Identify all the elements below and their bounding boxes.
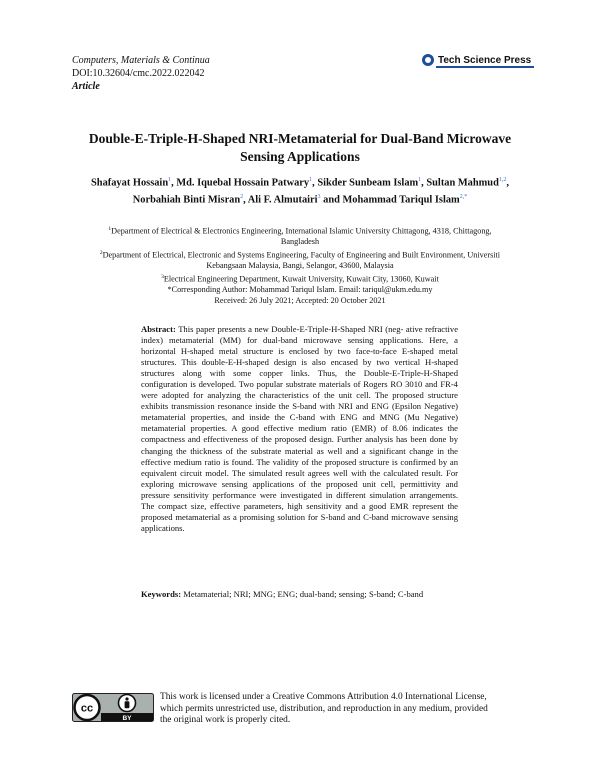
author-name: Md. Iquebal Hossain Patwary	[176, 177, 310, 189]
author-list	[72, 173, 528, 208]
doi[interactable]: DOI:10.32604/cmc.2022.022042	[72, 68, 205, 79]
author-line-1: Shafayat Hossain$^1$, Md. Iquebal Hossain Patwary$^1$, Sikder Sunbeam Islam$^1$, Sultan Mahmud$^{1,2}$,	[91, 177, 509, 189]
publisher-name: Tech Science Press	[438, 54, 532, 66]
title-line-2: Sensing Applications	[240, 149, 360, 164]
publisher-swoosh	[436, 66, 534, 68]
abstract	[141, 324, 458, 534]
affiliation-3: $^3$Electrical Engineering Department, Kuwait University, Kuwait City, 13060, Kuwait	[161, 273, 439, 284]
keywords	[141, 589, 458, 600]
author-affil-mark[interactable]: 1,2	[498, 177, 507, 183]
keywords-label: Keywords:	[141, 589, 182, 599]
title-line-1: Double-E-Triple-H-Shaped NRI-Metamaterial for Dual-Band Microwave	[88, 131, 512, 146]
author-name: Mohammad Tariqul Islam	[342, 194, 460, 206]
license-line-1: This work is licensed under a Creative Commons Attribution 4.0 International License,	[160, 692, 487, 702]
license-notice	[160, 692, 532, 727]
journal-name: Computers, Materials & Continua	[72, 55, 210, 66]
author-name: Shafayat Hossain	[91, 177, 169, 189]
affiliation-2-cont: Kebangsaan Malaysia, Bangi, Selangor, 43600, Malaysia	[206, 261, 394, 271]
author-name: Sultan Mahmud	[426, 177, 499, 189]
author-affil-mark[interactable]: 2,*	[459, 194, 468, 201]
creative-commons-badge[interactable]	[72, 693, 154, 722]
author-name: Norbahiah Binti Misran	[132, 194, 241, 206]
article-type: Article	[72, 81, 100, 92]
affiliation-2: $^2$Department of Electrical, Electronic and Systems Engineering, Faculty of Engineering and Built Environment, Universiti	[99, 249, 501, 260]
svg-text:cc: cc	[80, 702, 94, 715]
received-accepted-dates: Received: 26 July 2021; Accepted: 20 October 2021	[214, 295, 386, 305]
author-affil-mark[interactable]: 1	[168, 177, 172, 183]
author-affil-mark[interactable]: 3	[317, 194, 321, 201]
author-line-2: Norbahiah Binti Misran$^2$, Ali F. Almutairi$^3$ and Mohammad Tariqul Islam$^{2,*}$	[132, 194, 468, 206]
abstract-text: This paper presents a new Double-E-Triple-H-Shaped NRI (neg- ative refractive index) metamaterial (MM) for dual-band microwave sensing applications. Here, a horizontal H-shaped metal structure is enclosed by two face-to-face E-shaped metal structures. This double-E-H-shaped design is also encased by two vertical H-shaped structures along with some copper links. Thus, the Double-E-Triple-H-Shaped configuration is developed. Two popular substrate materials of Rogers RO 3010 and FR-4 were adopted for analyzing the characteristics of the unit cell. The proposed structure exhibits transmission resonance inside the S-band with NRI and ENG (Epsilon Negative) metamaterial properties, and inside the C-band with ENG and MNG (Mu Negative) metamaterial properties. A good effective medium ratio (EMR) of 8.06 indicates the compactness and effectiveness of the proposed design. Further analysis has been done by changing the thickness of the substrate material as well and a significant change in the effective medium ratio is found. The validity of the proposed structure is confirmed by an equivalent circuit model. The simulated result agrees well with the calculated result. For exploring microwave sensing applications of the proposed unit cell, permittivity and pressure sensitivity performance were investigated in different simulation arrangements. The compact size, effective parameters, high sensitivity and a good EMR represent the proposed metamaterial as a promising solution for S-band and C-band microwave sensing applications.	[141, 324, 459, 533]
author-name: Sikder Sunbeam Islam	[317, 177, 419, 189]
publisher-logo	[422, 51, 534, 69]
affiliation-1: $^1$Department of Electrical & Electronics Engineering, International Islamic University Chittagong, 4318, Chittagong,	[108, 226, 492, 236]
keywords-text-2: C-band	[397, 589, 424, 599]
affiliation-1-cont: Bangladesh	[280, 237, 320, 247]
corresponding-author: *Corresponding Author: Mohammad Tariqul Islam. Email: tariqul@ukm.edu.my	[167, 285, 433, 295]
keywords-text-1: Metamaterial; NRI; MNG; ENG; dual-band; sensing; S-band;	[183, 589, 396, 599]
attribution-person-icon	[119, 695, 136, 712]
author-affil-mark[interactable]: 1	[309, 177, 313, 183]
license-line-2: which permits unrestricted use, distribution, and reproduction in any medium, provided	[160, 703, 488, 714]
affiliations	[70, 224, 530, 306]
author-affil-mark[interactable]: 2	[240, 194, 244, 201]
abstract-label: Abstract:	[141, 324, 176, 334]
author-name: Ali F. Almutairi	[247, 194, 318, 206]
author-affil-mark[interactable]: 1	[418, 177, 422, 183]
publisher-logo-icon	[422, 54, 434, 66]
paper-title	[72, 130, 528, 166]
license-line-3: the original work is properly cited.	[160, 715, 291, 725]
journal-header	[72, 54, 210, 93]
cc-by-label: BY	[122, 715, 132, 722]
